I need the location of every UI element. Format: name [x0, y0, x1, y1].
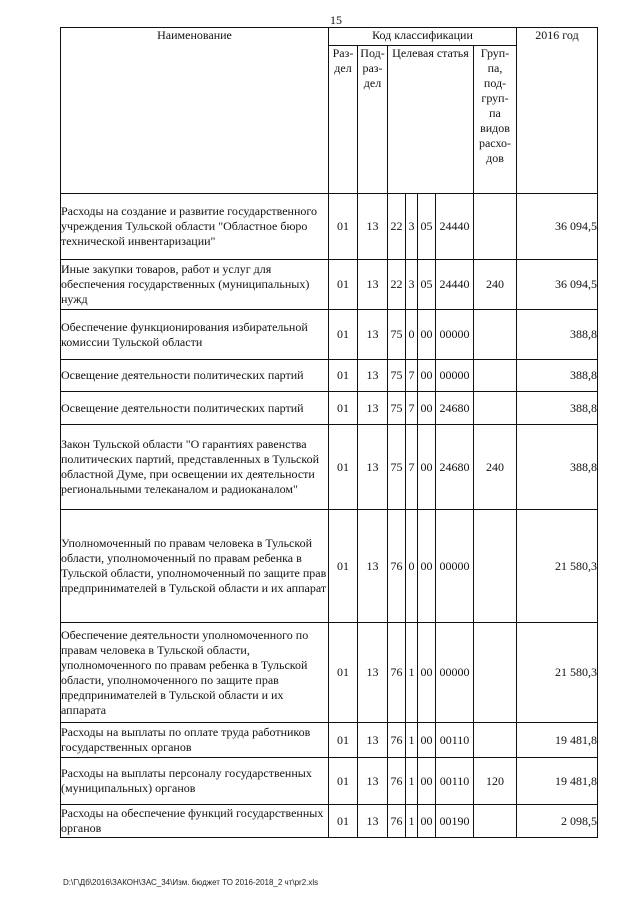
row-section: 01: [329, 360, 358, 392]
row-section: 01: [329, 805, 358, 838]
row-target-subprogram: 7: [406, 425, 418, 510]
table-row: [61, 392, 598, 425]
row-target-subprogram: 3: [406, 260, 418, 310]
header-expense-group-line: дов: [486, 151, 504, 165]
row-target-subprogram: 1: [406, 723, 418, 758]
row-target-direction: 00110: [436, 758, 474, 805]
row-amount: 21 580,3: [517, 623, 598, 723]
row-name: Расходы на выплаты по оплате труда работников государственных органов: [61, 723, 329, 758]
row-subsection: 13: [358, 805, 388, 838]
row-target-program: 76: [388, 510, 406, 623]
row-target-subprogram: 7: [406, 360, 418, 392]
row-section: 01: [329, 758, 358, 805]
header-target-article: [388, 46, 474, 194]
row-target-direction: 24680: [436, 425, 474, 510]
row-amount: 19 481,8: [517, 758, 598, 805]
header-expense-group: [474, 46, 517, 194]
header-classification-code: Код классификации: [329, 28, 517, 46]
row-target-event: 00: [418, 758, 436, 805]
header-expense-group-line: видов: [480, 121, 510, 135]
header-subsection: [358, 46, 388, 194]
table-row: [61, 360, 598, 392]
row-amount: 36 094,5: [517, 194, 598, 260]
row-target-event: 00: [418, 310, 436, 360]
row-expense-group: 240: [474, 425, 517, 510]
row-name: Расходы на обеспечение функций государственных органов: [61, 805, 329, 838]
budget-table: [60, 27, 598, 838]
row-target-direction: 24440: [436, 194, 474, 260]
row-section: 01: [329, 425, 358, 510]
header-subsection-line: раз-: [362, 61, 383, 75]
header-expense-group-line: па: [489, 106, 501, 120]
row-amount: 388,8: [517, 310, 598, 360]
row-target-program: 75: [388, 425, 406, 510]
row-target-direction: 00000: [436, 360, 474, 392]
row-target-event: 00: [418, 805, 436, 838]
row-section: 01: [329, 260, 358, 310]
row-name: Закон Тульской области "О гарантиях равенства политических партий, представленных в Тульской областной Думе, при освещении их деятельности региональными телеканалом и радиоканалом": [61, 425, 329, 510]
header-section-line: Раз-: [332, 46, 354, 60]
row-target-event: 00: [418, 723, 436, 758]
row-subsection: 13: [358, 425, 388, 510]
row-amount: 388,8: [517, 425, 598, 510]
header-target-article-label: Целевая статья: [392, 46, 469, 60]
table-body: [61, 194, 598, 838]
row-target-program: 75: [388, 310, 406, 360]
header-year: 2016 год: [517, 28, 598, 194]
row-expense-group: [474, 310, 517, 360]
row-target-direction: 00000: [436, 310, 474, 360]
row-subsection: 13: [358, 723, 388, 758]
row-subsection: 13: [358, 310, 388, 360]
row-target-subprogram: 1: [406, 805, 418, 838]
row-amount: 2 098,5: [517, 805, 598, 838]
table-row: [61, 310, 598, 360]
row-expense-group: [474, 194, 517, 260]
row-section: 01: [329, 310, 358, 360]
row-subsection: 13: [358, 194, 388, 260]
row-name: Расходы на создание и развитие государственного учреждения Тульской области "Областное бюро технической инвентаризации": [61, 194, 329, 260]
row-name: Иные закупки товаров, работ и услуг для обеспечения государственных (муниципальных) нужд: [61, 260, 329, 310]
row-name: Расходы на выплаты персоналу государственных (муниципальных) органов: [61, 758, 329, 805]
row-target-program: 22: [388, 260, 406, 310]
row-name: Освещение деятельности политических партий: [61, 360, 329, 392]
row-expense-group: [474, 360, 517, 392]
header-subsection-line: дел: [363, 76, 382, 90]
row-target-subprogram: 7: [406, 392, 418, 425]
table-row: [61, 194, 598, 260]
row-expense-group: [474, 723, 517, 758]
header-subsection-line: Под-: [360, 46, 385, 60]
table-row: [61, 758, 598, 805]
header-expense-group-line: груп-: [481, 91, 509, 105]
row-amount: 388,8: [517, 392, 598, 425]
row-amount: 19 481,8: [517, 723, 598, 758]
row-section: 01: [329, 623, 358, 723]
row-section: 01: [329, 510, 358, 623]
row-amount: 21 580,3: [517, 510, 598, 623]
row-amount: 36 094,5: [517, 260, 598, 310]
row-target-program: 76: [388, 758, 406, 805]
row-target-direction: 00110: [436, 723, 474, 758]
row-target-direction: 24680: [436, 392, 474, 425]
row-target-program: 76: [388, 723, 406, 758]
header-expense-group-line: Груп-: [480, 46, 510, 60]
row-target-event: 05: [418, 194, 436, 260]
row-target-subprogram: 0: [406, 510, 418, 623]
row-target-event: 05: [418, 260, 436, 310]
row-subsection: 13: [358, 758, 388, 805]
row-subsection: 13: [358, 510, 388, 623]
row-target-program: 76: [388, 623, 406, 723]
row-target-subprogram: 1: [406, 623, 418, 723]
row-name: Обеспечение деятельности уполномоченного по правам человека в Тульской области, уполномоченного по правам ребенка в Тульской области, уполномоченного по защите прав предпринимателей в Тульской области и их аппарата: [61, 623, 329, 723]
header-name: Наименование: [61, 28, 329, 194]
row-subsection: 13: [358, 623, 388, 723]
row-expense-group: [474, 623, 517, 723]
page-number: 15: [330, 13, 342, 27]
row-target-event: 00: [418, 360, 436, 392]
row-section: 01: [329, 392, 358, 425]
row-expense-group: [474, 392, 517, 425]
row-target-event: 00: [418, 392, 436, 425]
row-target-program: 75: [388, 392, 406, 425]
row-name: Уполномоченный по правам человека в Тульской области, уполномоченный по правам ребенка в Тульской области, уполномоченный по защите прав предпринимателей в Тульской области и их аппарат: [61, 510, 329, 623]
row-expense-group: [474, 510, 517, 623]
header-section: [329, 46, 358, 194]
file-path-footer: D:\Г\Дб\2016\ЗАКОН\ЗАС_34\Изм. бюджет ТО 2016-2018_2 чт\pr2.xls: [63, 878, 319, 887]
row-target-event: 00: [418, 425, 436, 510]
header-expense-group-line: расхо-: [478, 136, 512, 150]
row-target-event: 00: [418, 623, 436, 723]
row-subsection: 13: [358, 392, 388, 425]
row-name: Обеспечение функционирования избирательной комиссии Тульской области: [61, 310, 329, 360]
row-target-subprogram: 1: [406, 758, 418, 805]
row-section: 01: [329, 194, 358, 260]
table-row: [61, 805, 598, 838]
row-subsection: 13: [358, 260, 388, 310]
table-row: [61, 425, 598, 510]
row-expense-group: 240: [474, 260, 517, 310]
header-section-line: дел: [334, 61, 352, 75]
row-target-subprogram: 0: [406, 310, 418, 360]
row-target-event: 00: [418, 510, 436, 623]
row-target-direction: 00190: [436, 805, 474, 838]
row-target-direction: 00000: [436, 623, 474, 723]
row-target-direction: 00000: [436, 510, 474, 623]
row-target-program: 22: [388, 194, 406, 260]
row-target-direction: 24440: [436, 260, 474, 310]
table-row: [61, 260, 598, 310]
row-expense-group: [474, 805, 517, 838]
row-target-program: 76: [388, 805, 406, 838]
row-amount: 388,8: [517, 360, 598, 392]
table-row: [61, 510, 598, 623]
row-target-subprogram: 3: [406, 194, 418, 260]
row-target-program: 75: [388, 360, 406, 392]
row-subsection: 13: [358, 360, 388, 392]
row-expense-group: 120: [474, 758, 517, 805]
table-row: [61, 723, 598, 758]
header-expense-group-line: под-: [483, 76, 507, 90]
row-name: Освещение деятельности политических партий: [61, 392, 329, 425]
table-row: [61, 623, 598, 723]
row-section: 01: [329, 723, 358, 758]
header-expense-group-line: па,: [487, 61, 503, 75]
